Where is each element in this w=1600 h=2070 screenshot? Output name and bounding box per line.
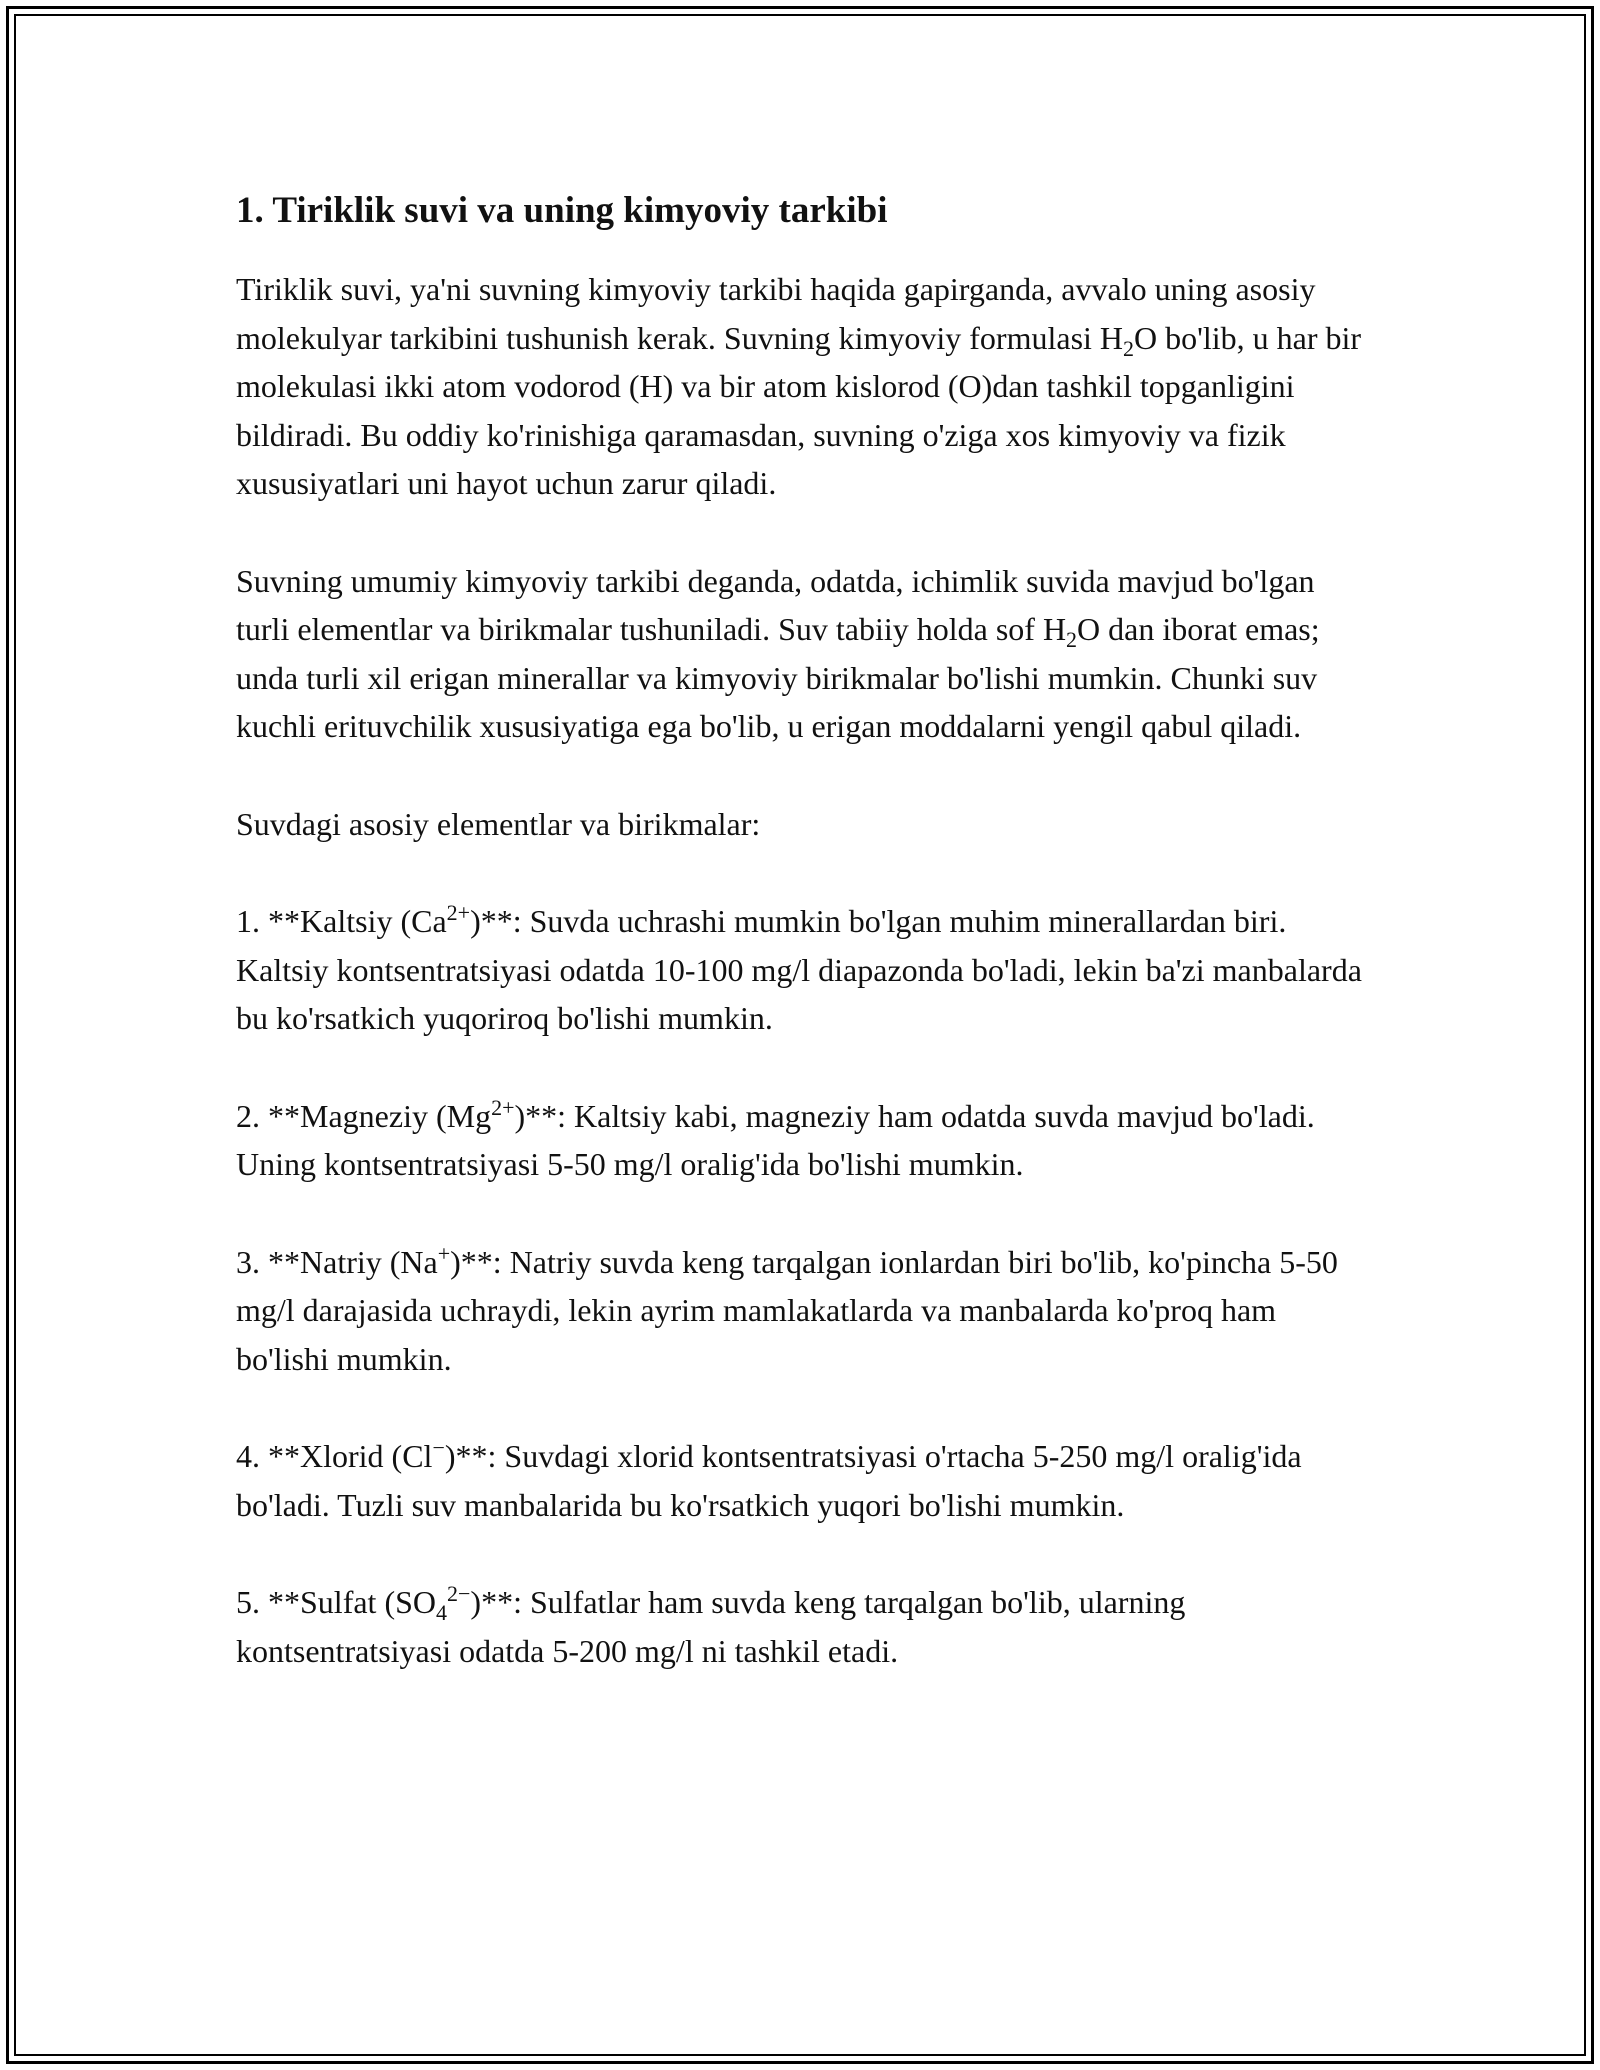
paragraph-composition: Suvning umumiy kimyoviy tarkibi deganda, odatda, ichimlik suvida mavjud bo'lgan turli elementlar va birikmalar tushuniladi. Suv tabiiy holda sof $H_2O$ dan iborat emas; unda turli xil erigan minerallar va kimyoviy birikmalar bo'lishi mumkin. Chunki suv kuchli erituvchilik xususiyatiga ega bo'lib, u erigan moddalarni yengil qabul qiladi. — [236, 562, 1320, 744]
paragraph-intro: Tiriklik suvi, ya'ni suvning kimyoviy tarkibi haqida gapirganda, avvalo uning asosiy molekulyar tarkibini tushunish kerak. Suvning kimyoviy formulasi $H_2O$ bo'lib, u har bir molekulasi ikki atom vodorod (H) va bir atom kislorod (O)dan tashkil topganligini bildiradi. Bu oddiy ko'rinishiga qaramasdan, suvning o'ziga xos kimyoviy va fizik xususiyatlari uni hayot uchun zarur qiladi. — [236, 271, 1362, 501]
list-item-sulfate: 5. **Sulfat $(SO_4^{2-})**$: Sulfatlar ham suvda keng tarqalgan bo'lib, ularning kontsentratsiyasi odatda 5-200 mg/l ni tashkil etadi. — [236, 1581, 1186, 1669]
list-item-calcium: 1. **Kaltsiy $(Ca^{2+})**$: Suvda uchrashi mumkin bo'lgan muhim minerallardan biri. Kaltsiy kontsentratsiyasi odatda 10-100 mg/l diapazonda bo'ladi, lekin ba'zi manbalarda bu ko'rsatkich yuqoriroq bo'lishi mumkin. — [236, 900, 1362, 1036]
document-body — [236, 187, 1366, 1724]
list-item-sodium: 3. **Natriy (Na+)**: Natriy suvda keng tarqalgan ionlardan biri bo'lib, ko'pincha 5-50 mg/l darajasida uchraydi, lekin ayrim mamlakatlarda va manbalarda ko'proq ham bo'lishi mumkin. — [236, 1240, 1338, 1377]
list-item-chloride: 4. **Xlorid (Cl−)**: Suvdagi xlorid kontsentratsiyasi o'rtacha 5-250 mg/l oralig'ida bo'ladi. Tuzli suv manbalarida bu ko'rsatkich yuqori bo'lishi mumkin. — [236, 1435, 1302, 1523]
list-item-magnesium: 2. **Magneziy $(Mg^{2+})**$: Kaltsiy kabi, magneziy ham odatda suvda mavjud bo'ladi. Uning kontsentratsiyasi 5-50 mg/l oralig'ida bo'lishi mumkin. — [236, 1094, 1315, 1182]
paragraph-list-intro: Suvdagi asosiy elementlar va birikmalar: — [236, 805, 761, 842]
section-heading: 1. Tiriklik suvi va uning kimyoviy tarkibi — [236, 190, 888, 231]
